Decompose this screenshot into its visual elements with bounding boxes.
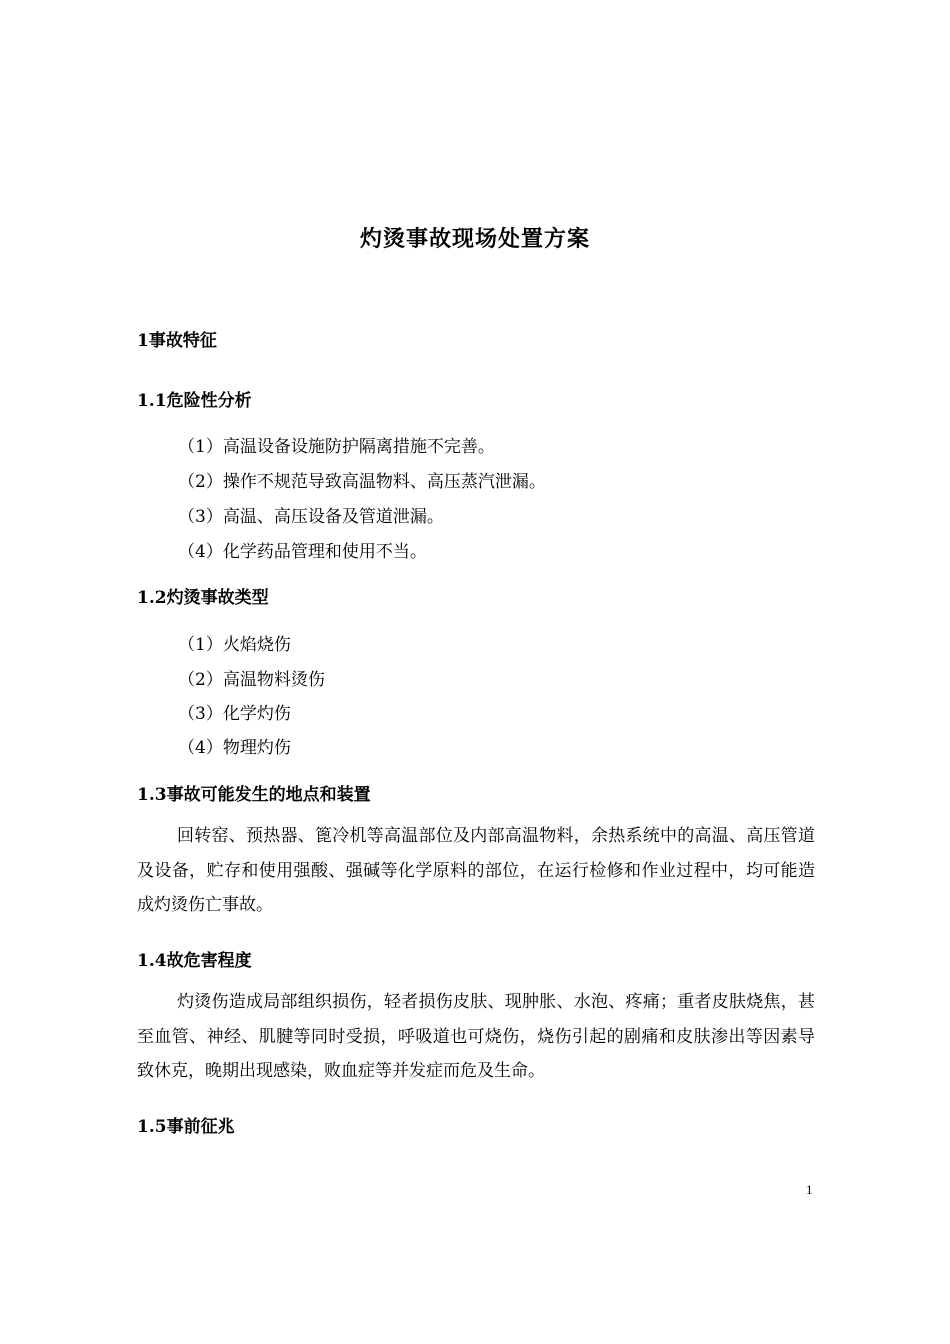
paragraph-locations: 回转窑、预热器、篦冷机等高温部位及内部高温物料，余热系统中的高温、高压管道及设备，贮存和使用强酸、强碱等化学原料的部位，在运行检修和作业过程中，均可能造成灼烫伤亡事故。 <box>137 826 815 915</box>
list-item: （3）高温、高压设备及管道泄漏。 <box>178 507 444 527</box>
section-heading-1-2: 1.2灼烫事故类型 <box>137 588 269 608</box>
section-heading-1-3: 1.3事故可能发生的地点和装置 <box>137 785 371 805</box>
paragraph-hazard: 灼烫伤造成局部组织损伤，轻者损伤皮肤、现肿胀、水泡、疼痛；重者皮肤烧焦，甚至血管、神经、肌腱等同时受损，呼吸道也可烧伤，烧伤引起的剧痛和皮肤渗出等因素导致休克，晚期出现感染，败血症等并发症而危及生命。 <box>137 992 815 1081</box>
list-item: （1）高温设备设施防护隔离措施不完善。 <box>178 437 495 457</box>
list-item: （3）化学灼伤 <box>178 704 291 724</box>
list-item: （4）物理灼伤 <box>178 738 291 758</box>
section-heading-1-1: 1.1危险性分析 <box>137 391 252 411</box>
section-heading-1-4: 1.4故危害程度 <box>137 951 252 971</box>
document-title: 灼烫事故现场处置方案 <box>359 226 590 252</box>
section-heading-1: 1事故特征 <box>137 331 217 351</box>
list-item: （2）操作不规范导致高温物料、高压蒸汽泄漏。 <box>178 472 546 492</box>
list-item: （4）化学药品管理和使用不当。 <box>178 542 427 562</box>
list-item: （2）高温物料烫伤 <box>178 670 325 690</box>
list-item: （1）火焰烧伤 <box>178 635 291 655</box>
page-number: 1 <box>806 1182 813 1197</box>
section-heading-1-5: 1.5事前征兆 <box>137 1117 235 1137</box>
